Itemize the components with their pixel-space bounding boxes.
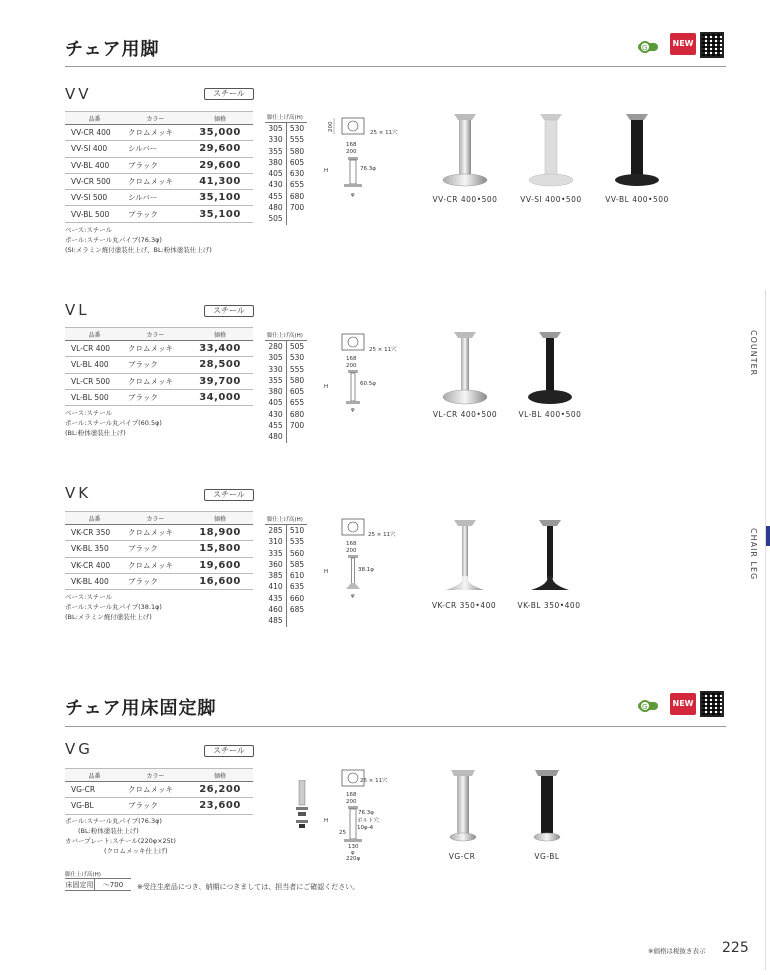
holes-label: 25 × 11穴 [369,347,397,353]
qr-code-icon[interactable] [700,691,724,717]
svg-text:60.5φ: 60.5φ [360,381,376,387]
product-image-vv-cr [440,112,490,192]
caption-vv-si: VV-SI 400•500 [520,195,582,204]
table-row: VV-SI 400 シルバー 29,600 [65,141,253,157]
height-header: 脚仕上げ高(H) [267,517,303,523]
green-mark-icon [636,39,662,58]
product-code-vv: VV [65,85,92,103]
col-code: 品番 [65,512,124,525]
height-col: 510 535 560 585 610 635 660 685 [286,525,307,627]
col-color: カラー [124,512,187,525]
height-header: 脚仕上げ高(H) [267,115,303,121]
qr-code-icon[interactable] [700,32,724,58]
holes-label: 25 × 11穴 [370,130,398,136]
svg-text:168: 168 [346,792,357,798]
height-col: 530 555 580 605 630 655 680 700 [286,123,307,225]
floor-height-label: 床固定用 [65,881,94,889]
svg-text:200: 200 [346,149,357,155]
bolt-holes-label: ボルト穴 10φ-4 [357,818,380,831]
floor-fixing-detail-drawing [292,780,312,830]
svg-text:φ: φ [351,407,355,413]
col-code: 品番 [65,769,124,782]
side-tab-chair-leg[interactable]: CHAIR LEG [749,528,758,581]
product-code-vl: VL [65,301,90,319]
product-code-vg: VG [65,740,93,758]
svg-text:200: 200 [346,799,357,805]
price-table-vv [65,111,253,223]
section-title-floor-fixed-legs: チェア用床固定脚 [65,698,217,719]
svg-text:G: G [642,703,648,711]
floor-height-header: 脚仕上げ高(H) [65,872,101,878]
col-code: 品番 [65,328,124,341]
caption-vg-cr: VG-CR [448,852,476,861]
svg-text:168: 168 [346,356,357,362]
table-row: VV-CR 500 クロムメッキ 41,300 [65,173,253,189]
dimension-drawing-vl [320,330,400,415]
side-tab-counter[interactable]: COUNTER [749,330,758,377]
height-header: 脚仕上げ高(H) [267,333,303,339]
floor-height-table [65,878,131,891]
svg-text:φ: φ [351,192,355,198]
side-divider [765,290,766,970]
svg-text:φ: φ [351,850,355,856]
product-code-vk: VK [65,484,92,502]
floor-height-value: 〜700 [102,881,124,889]
notes-vg: ポール:スチール丸パイプ(76.3φ) (BL:粉体塗装仕上げ) カバープレート:スチール(220φ×25t) (クロムメッキ仕上げ) [65,817,176,855]
svg-text:200: 200 [328,121,334,132]
caption-vv-cr: VV-CR 400•500 [432,195,498,204]
product-image-vv-bl [612,112,662,192]
svg-text:168: 168 [346,142,357,148]
height-col: 305 330 355 380 405 430 455 480 505 [268,124,283,224]
svg-text:G: G [642,44,648,52]
tax-note: ※価格は税抜き表示 [648,947,706,955]
dimension-drawing-vk [320,515,400,600]
notes-vv: ベース:スチール ポール:スチール丸パイプ(76.3φ) (SI:メラミン焼付塗装仕上げ、BL:粉体塗装仕上げ) [65,226,212,254]
col-color: カラー [124,769,187,782]
table-row: VK-BL 400 ブラック 16,600 [65,573,253,589]
material-badge: スチール [204,88,254,100]
dimension-drawing-vv [320,112,400,202]
svg-text:130: 130 [348,844,359,850]
product-image-vv-si [526,112,576,192]
table-row: VV-BL 500 ブラック 35,100 [65,206,253,222]
caption-vl-cr: VL-CR 400•500 [432,410,498,419]
col-price: 価格 [187,112,253,125]
section-title-chair-legs: チェア用脚 [65,39,160,60]
table-row: VG-CR クロムメッキ 26,200 [65,782,253,798]
col-color: カラー [124,328,187,341]
col-price: 価格 [187,328,253,341]
height-list-vl [265,340,307,443]
product-image-vg-bl [532,768,562,850]
footnote-made-to-order: ※受注生産品につき、納期につきましては、担当者にご確認ください。 [137,883,360,891]
svg-text:H: H [324,384,329,390]
table-row: VK-CR 400 クロムメッキ 19,600 [65,557,253,573]
svg-text:220φ: 220φ [346,856,361,862]
caption-vl-bl: VL-BL 400•500 [518,410,582,419]
green-mark-icon [636,698,662,717]
height-col: 505 530 555 580 605 655 680 700 [286,341,307,443]
holes-label: 25 × 11穴 [368,532,396,538]
material-badge: スチール [204,489,254,501]
col-color: カラー [124,112,187,125]
table-row: VK-BL 350 ブラック 15,800 [65,541,253,557]
caption-vk-cr: VK-CR 350•400 [431,601,497,610]
svg-text:H: H [324,168,329,174]
material-badge: スチール [204,305,254,317]
svg-text:168: 168 [346,541,357,547]
svg-text:φ: φ [351,593,355,599]
caption-vv-bl: VV-BL 400•500 [605,195,669,204]
col-price: 価格 [187,769,253,782]
table-row: VL-CR 400 クロムメッキ 33,400 [65,341,253,357]
new-badge: NEW [670,33,696,55]
height-col: 285 310 335 360 385 410 435 460 485 [268,526,283,626]
table-row: VL-BL 400 ブラック 28,500 [65,357,253,373]
svg-text:H: H [324,818,329,824]
svg-text:25: 25 [339,830,346,836]
table-row: VL-CR 500 クロムメッキ 39,700 [65,373,253,389]
product-image-vg-cr [448,768,478,850]
col-code: 品番 [65,112,124,125]
height-list-vk [265,524,307,627]
table-row: VV-SI 500 シルバー 35,100 [65,190,253,206]
new-badge: NEW [670,693,696,715]
table-row: VV-CR 400 クロムメッキ 35,000 [65,125,253,141]
notes-vk: ベース:スチール ポール:スチール丸パイプ(38.1φ) (BL:メラミン焼付塗装仕上げ) [65,593,162,621]
svg-text:38.1φ: 38.1φ [358,567,374,573]
material-badge: スチール [204,745,254,757]
page-number: 225 [722,940,749,956]
price-table-vg [65,768,253,815]
product-image-vl-bl [525,330,575,408]
height-col: 280 305 330 355 380 405 430 455 480 [268,342,283,442]
notes-vl: ベース:スチール ポール:スチール丸パイプ(60.5φ) (BL:粉体塗装仕上げ) [65,409,162,437]
table-row: VL-BL 500 ブラック 34,000 [65,389,253,405]
holes-label: 25 × 11穴 [360,778,388,784]
table-row: VG-BL ブラック 23,600 [65,798,253,814]
svg-text:76.3φ: 76.3φ [360,166,376,172]
header-rule [65,726,726,727]
height-list-vv [265,122,307,225]
caption-vg-bl: VG-BL [534,852,560,861]
price-table-vk [65,511,253,590]
svg-text:H: H [324,569,329,575]
price-table-vl [65,327,253,406]
svg-text:200: 200 [346,548,357,554]
svg-text:76.3φ: 76.3φ [358,810,374,816]
table-row: VV-BL 400 ブラック 29,600 [65,157,253,173]
product-image-vk-cr [440,518,490,596]
caption-vk-bl: VK-BL 350•400 [517,601,581,610]
svg-text:200: 200 [346,363,357,369]
header-rule [65,66,726,67]
col-price: 価格 [187,512,253,525]
product-image-vl-cr [440,330,490,408]
product-image-vk-bl [525,518,575,596]
table-row: VK-CR 350 クロムメッキ 18,900 [65,525,253,541]
